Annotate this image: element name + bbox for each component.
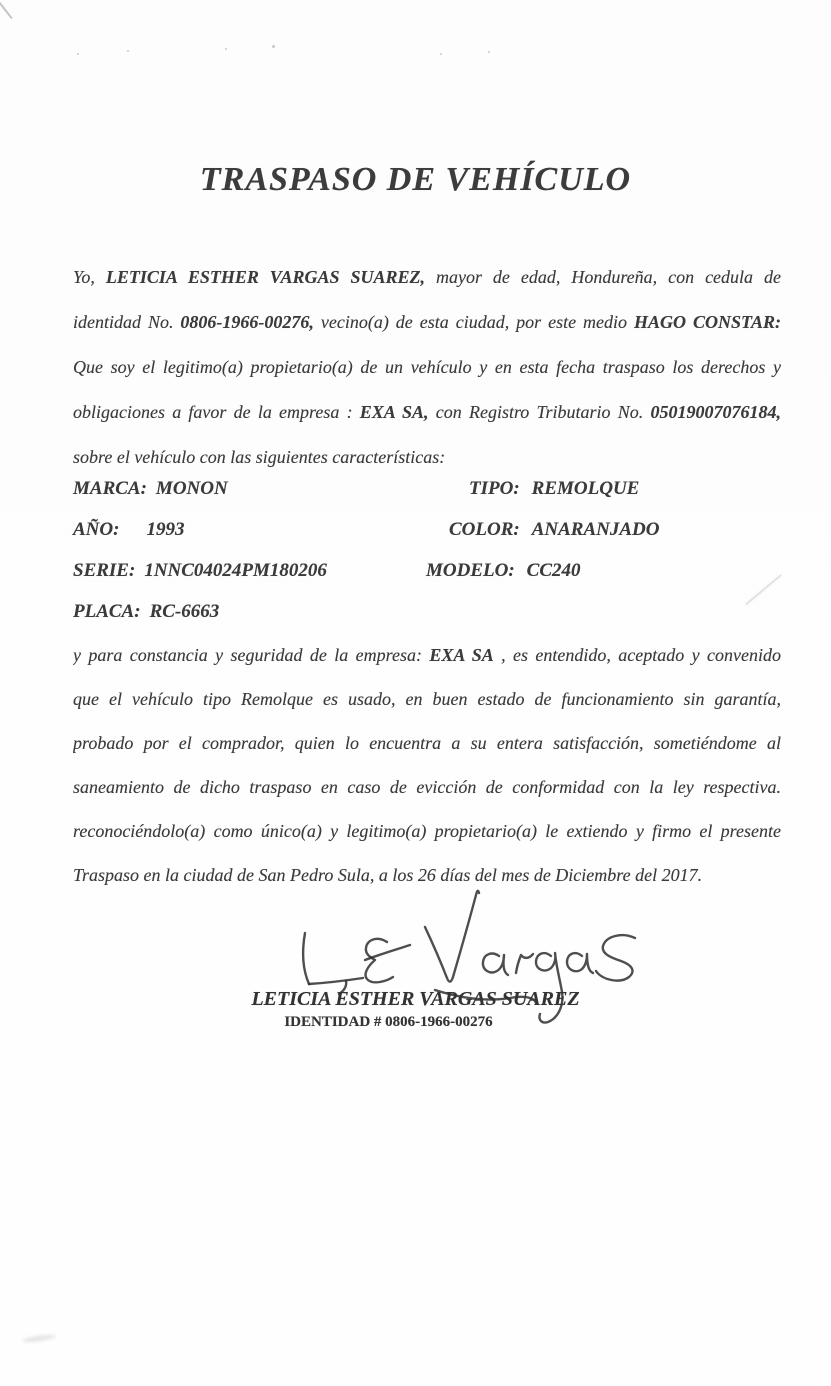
spec-label: COLOR: xyxy=(449,519,520,540)
spec-row-marca-tipo xyxy=(73,468,781,509)
terms-paragraph xyxy=(73,633,781,897)
scan-corner-mark xyxy=(0,0,13,19)
body-text: vecino(a) de esta ciudad, por este medio xyxy=(313,312,635,332)
emphasized-text: LETICIA ESTHER VARGAS SUAREZ, xyxy=(105,267,425,287)
spec-value: 1993 xyxy=(146,519,185,540)
scan-speck xyxy=(272,45,275,48)
body-text: saneamiento de dicho traspaso en caso de evicción de conformidad con la ley respectiva. xyxy=(73,777,781,797)
spec-label: SERIE: xyxy=(73,560,136,581)
text-line xyxy=(73,345,781,390)
spec-label: TIPO: xyxy=(469,478,520,499)
scan-speck xyxy=(440,53,442,55)
body-text: Traspaso en la ciudad de San Pedro Sula, a los 26 días del mes de Diciembre del 2017. xyxy=(73,865,703,885)
body-text: , es entendido, aceptado y convenido xyxy=(493,645,781,665)
spec-tipo xyxy=(469,468,639,509)
spec-label: AÑO: xyxy=(73,519,120,540)
spec-value: ANARANJADO xyxy=(531,519,660,540)
spec-serie xyxy=(73,560,327,581)
body-text: sobre el vehículo con las siguientes características: xyxy=(73,447,446,467)
spec-value: 1NNC04024PM180206 xyxy=(144,560,327,581)
text-line xyxy=(73,390,781,435)
emphasized-text: HAGO CONSTAR: xyxy=(634,312,781,332)
spec-value: RC-6663 xyxy=(149,601,220,622)
spec-row-ano-color xyxy=(73,509,781,550)
body-text: Que soy el legitimo(a) propietario(a) de un vehículo y en esta fecha traspaso los derechos y xyxy=(73,357,781,377)
emphasized-text: 0806-1966-00276, xyxy=(180,312,314,332)
intro-paragraph xyxy=(73,255,781,480)
emphasized-text: EXA SA xyxy=(429,645,494,665)
spec-value: MONON xyxy=(155,478,228,499)
body-text: obligaciones a favor de la empresa : xyxy=(73,402,360,422)
body-text: mayor de edad, Hondureña, con cedula de xyxy=(425,267,781,287)
signatory-name: LETICIA ESTHER VARGAS SUAREZ xyxy=(251,988,580,1010)
spec-ano xyxy=(73,519,184,540)
scan-smudge xyxy=(22,1334,56,1344)
text-line xyxy=(73,633,781,677)
scan-speck xyxy=(225,48,227,50)
spec-modelo xyxy=(426,550,581,591)
body-text: que el vehículo tipo Remolque es usado, en buen estado de funcionamiento sin garantía, xyxy=(73,689,781,709)
text-line xyxy=(73,255,781,300)
emphasized-text: EXA SA, xyxy=(359,402,429,422)
spec-color xyxy=(449,509,659,550)
text-line xyxy=(73,765,781,809)
scan-speck xyxy=(488,51,490,53)
vehicle-specs xyxy=(73,468,781,632)
text-line xyxy=(73,809,781,853)
spec-placa xyxy=(73,601,219,622)
body-text: probado por el comprador, quien lo encuentra a su entera satisfacción, sometiéndome al xyxy=(73,733,781,753)
text-line xyxy=(73,721,781,765)
spec-row-serie-modelo xyxy=(73,550,781,591)
spec-row-placa xyxy=(73,591,781,632)
spec-label: MODELO: xyxy=(426,560,515,581)
spec-label: MARCA: xyxy=(73,478,147,499)
scan-speck xyxy=(77,53,79,55)
emphasized-text: 05019007076184, xyxy=(650,402,781,422)
spec-marca xyxy=(73,478,228,499)
signatory-identity: IDENTIDAD # 0806-1966-00276 xyxy=(284,1014,493,1030)
body-text: identidad No. xyxy=(73,312,181,332)
text-line xyxy=(73,677,781,721)
body-text: reconociéndolo(a) como único(a) y legitimo(a) propietario(a) le extiendo y firmo el presente xyxy=(73,821,781,841)
scan-speck xyxy=(127,50,129,52)
document-title: TRASPASO DE VEHÍCULO xyxy=(199,161,632,198)
spec-label: PLACA: xyxy=(73,601,141,622)
spec-value: CC240 xyxy=(526,560,581,581)
spec-value: REMOLQUE xyxy=(531,478,640,499)
body-text: con Registro Tributario No. xyxy=(428,402,651,422)
text-line xyxy=(73,300,781,345)
body-text: y para constancia y seguridad de la empresa: xyxy=(73,645,430,665)
body-text: Yo, xyxy=(73,267,106,287)
